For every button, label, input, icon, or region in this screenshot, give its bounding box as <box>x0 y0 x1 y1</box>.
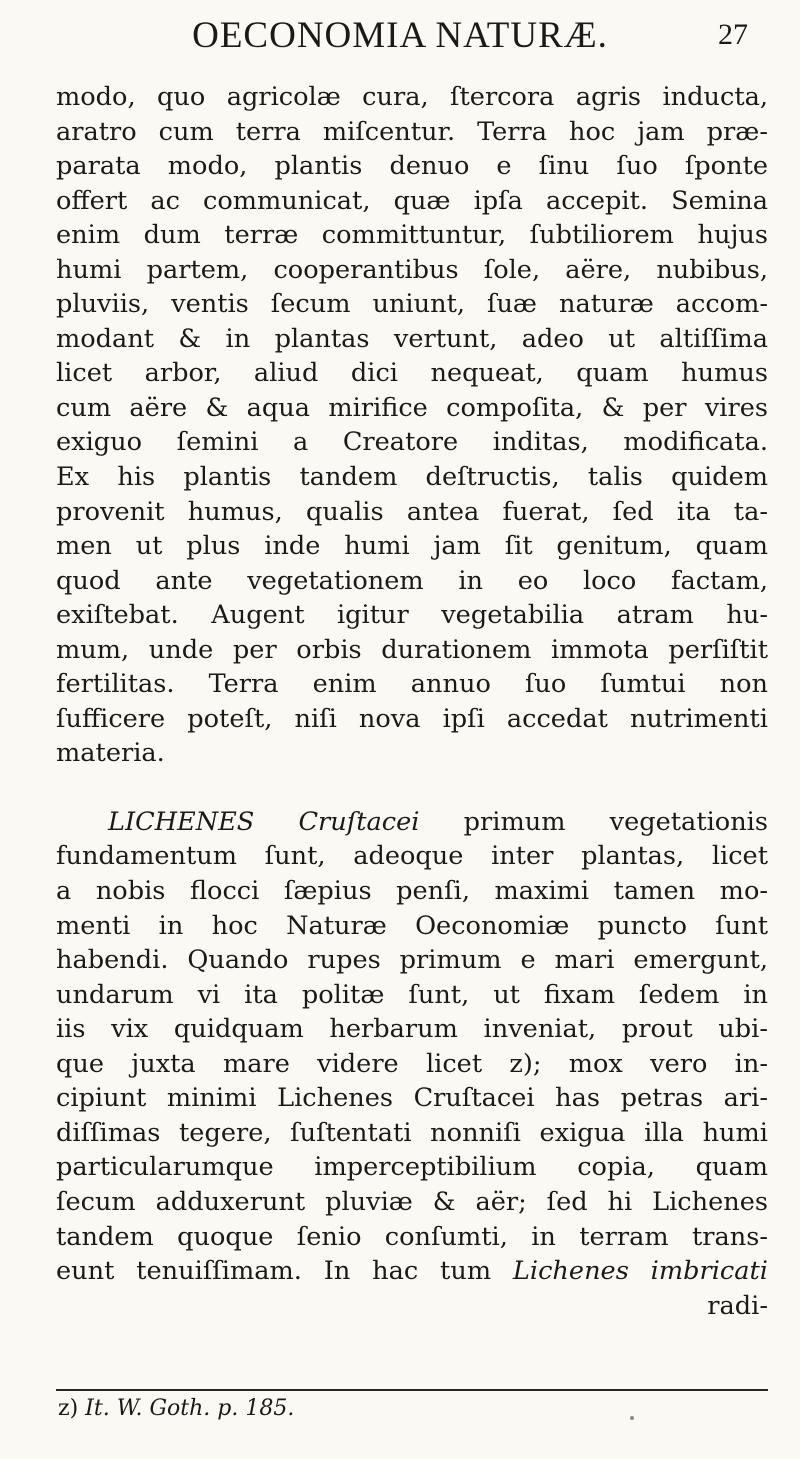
text-line: menti in hoc Naturæ Oeconomiæ puncto ſunt <box>56 910 768 941</box>
text-line: a nobis flocci ſæpius penſi, maximi tamen mo- <box>56 876 768 907</box>
footnote-text: It. W. Goth. p. 185. <box>78 1396 295 1421</box>
line-text: eunt tenuiſſimam. In hac tum <box>56 1256 513 1287</box>
text-line: provenit humus, qualis antea fuerat, ſed ita ta- <box>56 496 768 527</box>
text-line: modant & in plantas vertunt, adeo ut altiſſima <box>56 323 768 354</box>
text-line: exiguo ſemini a Creatore inditas, modificata. <box>56 427 768 458</box>
text-line: pluviis, ventis ſecum uniunt, ſuæ naturæ accom- <box>56 289 768 320</box>
text-line: fundamentum ſunt, adeoque inter plantas, licet <box>56 841 768 872</box>
text-line: enim dum terræ committuntur, ſubtiliorem hujus <box>56 220 768 251</box>
footnote-marker: z) <box>58 1396 79 1421</box>
text-line: men ut plus inde humi jam ſit genitum, quam <box>56 531 768 562</box>
ink-speck <box>630 1416 634 1420</box>
text-line: que juxta mare videre licet z); mox vero in- <box>56 1048 768 1079</box>
text-line: particularumque imperceptibilium copia, quam <box>56 1152 768 1183</box>
line-text: primum vegetationis <box>419 806 768 837</box>
paragraph-2 <box>56 805 768 1323</box>
text-line: exiſtebat. Augent igitur vegetabilia atram hu- <box>56 600 768 631</box>
text-line: parata modo, plantis denuo e ſinu ſuo ſponte <box>56 151 768 182</box>
footnote-rule <box>56 1389 768 1391</box>
text-line: quod ante vegetationem in eo loco factam, <box>56 565 768 596</box>
text-line <box>56 1254 768 1289</box>
italic-term: Lichenes imbricati <box>512 1256 768 1287</box>
lead-term: LICHENES Cruſtacei <box>108 806 420 837</box>
text-line: ſufficere poteſt, niſi nova ipſi accedat nutrimenti <box>56 703 768 734</box>
text-line: cipiunt minimi Lichenes Cruſtacei has petras ari- <box>56 1083 768 1114</box>
text-line: undarum vi ita politæ ſunt, ut fixam ſedem in <box>56 979 768 1010</box>
text-line: humi partem, cooperantibus ſole, aëre, nubibus, <box>56 254 768 285</box>
text-line <box>56 805 768 840</box>
body-text <box>56 80 768 1323</box>
text-line: iis vix quidquam herbarum inveniat, prout ubi- <box>56 1014 768 1045</box>
text-line: mum, unde per orbis durationem immota perſiſtit <box>56 634 768 665</box>
page-number: 27 <box>718 18 748 51</box>
text-line: modo, quo agricolæ cura, ſtercora agris inducta, <box>56 82 768 112</box>
text-line: habendi. Quando rupes primum e mari emergunt, <box>56 945 768 976</box>
paragraph-gap <box>56 771 768 805</box>
text-line: Ex his plantis tandem deſtructis, talis quidem <box>56 462 768 493</box>
paragraph-1 <box>56 80 768 771</box>
text-line: materia. <box>56 738 165 769</box>
text-line: diſſimas tegere, ſuſtentati nonniſi exigua illa humi <box>56 1117 768 1148</box>
text-line: fertilitas. Terra enim annuo ſuo ſumtui non <box>56 669 768 700</box>
footnote <box>58 1396 294 1421</box>
text-line: ſecum adduxerunt pluviæ & aër; ſed hi Lichenes <box>56 1186 768 1217</box>
page-header <box>0 8 800 68</box>
text-line: offert ac communicat, quæ ipſa accepit. Semina <box>56 185 768 216</box>
text-line: cum aëre & aqua mirifice compoſita, & per vires <box>56 392 768 423</box>
text-line: licet arbor, aliud dici nequeat, quam humus <box>56 358 768 389</box>
text-line: tandem quoque ſenio conſumti, in terram trans- <box>56 1221 768 1252</box>
running-title: OECONOMIA NATURÆ. <box>192 15 608 56</box>
text-line: aratro cum terra miſcentur. Terra hoc jam præ- <box>56 116 768 147</box>
catchword: radi- <box>707 1290 768 1321</box>
